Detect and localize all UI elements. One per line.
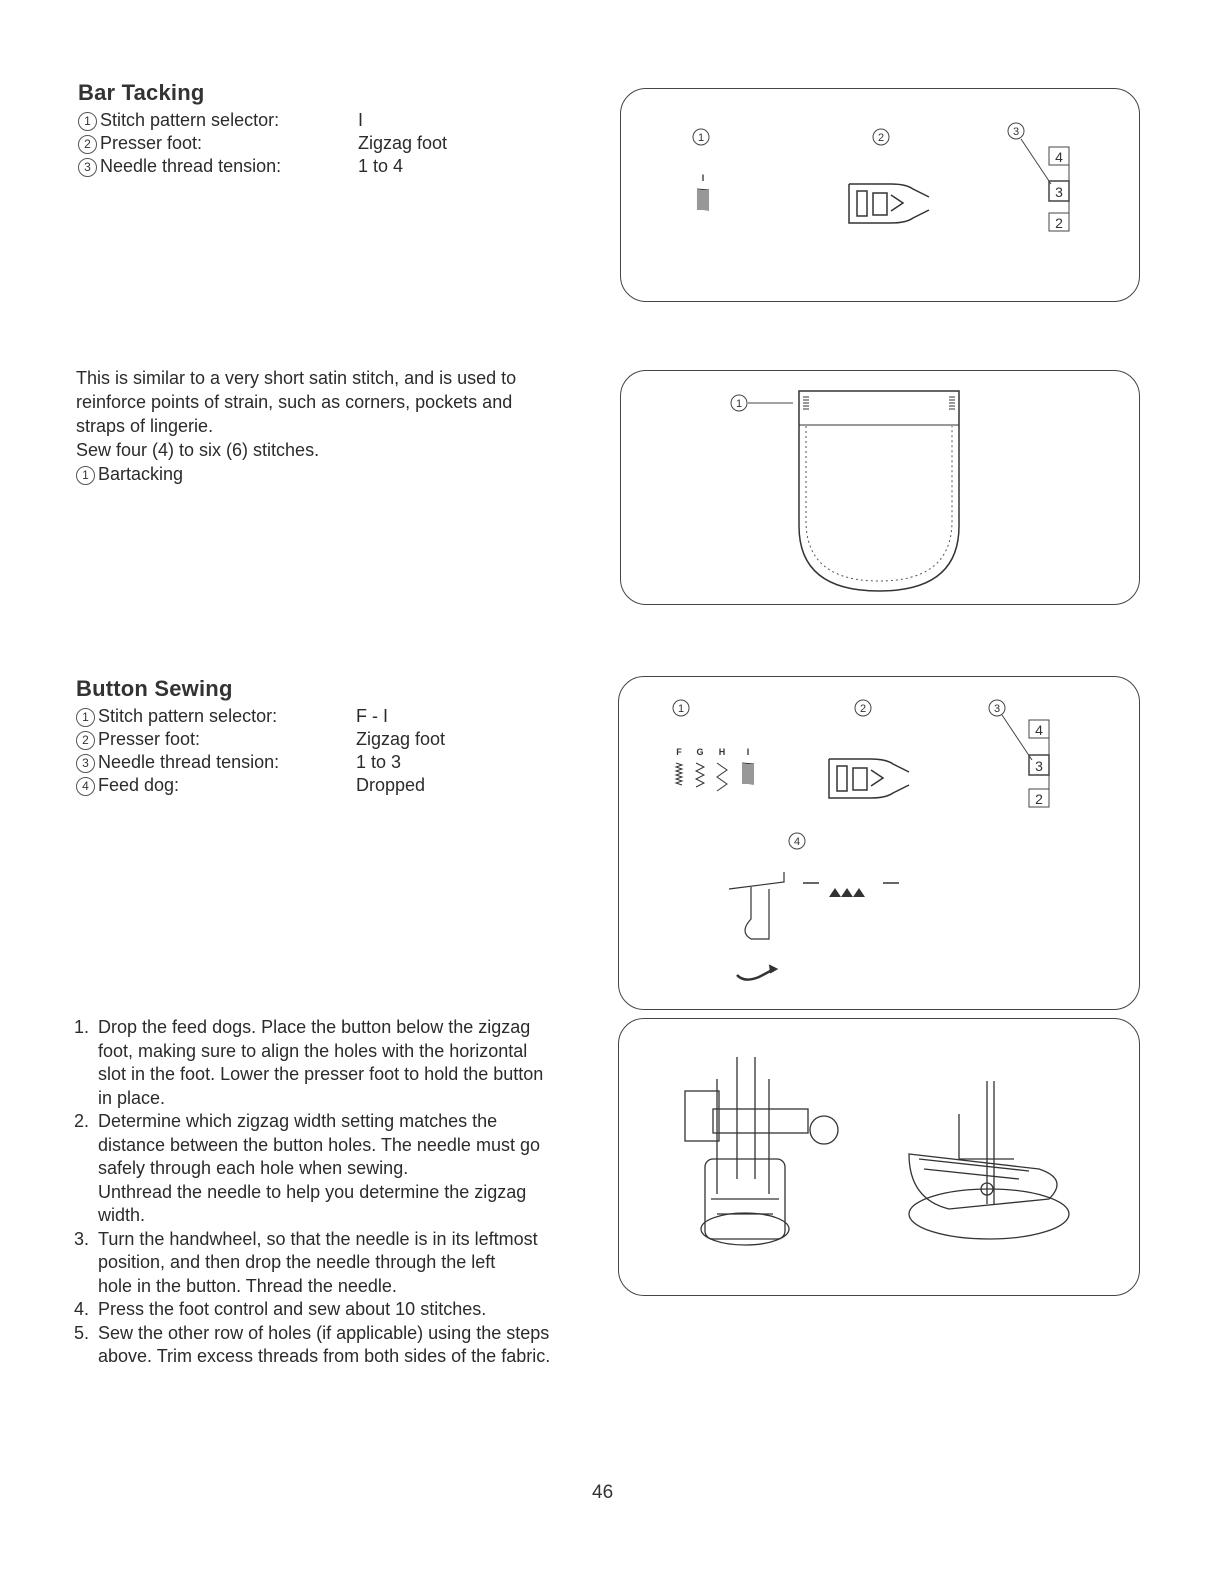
bartacking-callout-label [76,462,596,486]
spec-value: 1 to 4 [358,156,404,176]
description-line: Sew four (4) to six (6) stitches. [76,440,320,460]
bartack-mark [949,397,955,409]
spec-row [76,751,445,774]
step-item [74,1228,604,1299]
button-sewing-specs [76,705,445,797]
description-line: reinforce points of strain, such as corners, pockets and [76,392,513,412]
zigzag-foot-icon [829,759,909,798]
svg-text:3: 3 [993,703,1001,715]
callout-marker [855,700,871,716]
bar-tacking-settings-panel [620,88,1140,302]
callout-number: 3 [78,158,97,177]
step-number: 3. [74,1228,90,1249]
svg-text:2: 2 [877,132,885,144]
step-line: Press the foot control and sew about 10 stitches. [98,1299,487,1319]
step-number: 2. [74,1111,90,1131]
stitch-letter: I [701,173,705,183]
callout-number: 1 [76,708,95,727]
callout-number: 2 [76,731,95,750]
step-line: position, and then drop the needle through the left [98,1252,496,1272]
spec-value: I [358,110,364,130]
spec-row [78,132,447,155]
button-sewing-title: Button Sewing [76,676,233,701]
bar-tacking-description [76,366,596,486]
stitch-letter: F [676,747,682,757]
spec-row [76,705,445,728]
spec-row [78,109,447,132]
button-settings-illustration [619,677,1139,1009]
bar-tacking-specs [78,109,447,178]
svg-text:4: 4 [1035,722,1043,738]
spec-label: Feed dog: [98,775,180,795]
step-line: Determine which zigzag width setting matches the [98,1111,498,1131]
spec-row [76,774,445,797]
step-number: 4. [74,1299,90,1319]
step-line: above. Trim excess threads from both sides of the fabric. [98,1346,551,1366]
svg-text:3: 3 [1012,126,1020,138]
spec-value: Zigzag foot [358,133,448,153]
description-line: straps of lingerie. [76,416,214,436]
callout-marker [989,700,1005,716]
svg-text:4: 4 [1055,149,1063,165]
bartacking-pocket-panel [620,370,1140,605]
satin-stitch-icon [697,189,709,210]
callout-marker [693,129,709,145]
spec-value: 1 to 3 [356,752,402,772]
bartacking-label: Bartacking [98,464,184,484]
callout-number: 4 [76,777,95,796]
pocket-illustration [621,371,1139,604]
settings-illustration [621,89,1139,301]
svg-text:1: 1 [697,132,705,144]
button-sewing-steps [74,1016,604,1369]
spec-row [78,155,447,178]
spec-label: Needle thread tension: [100,156,282,176]
description-line: This is similar to a very short satin stitch, and is used to [76,368,517,388]
stitch-letter: G [696,747,704,757]
callout-number: 3 [76,754,95,773]
svg-text:1: 1 [677,703,685,715]
step-line: Turn the handwheel, so that the needle is in its leftmost [98,1228,538,1249]
spec-value: Dropped [356,775,426,795]
step-line: Drop the feed dogs. Place the button below the zigzag [98,1017,531,1037]
step-line: hole in the button. Thread the needle. [98,1275,397,1296]
spec-label: Presser foot: [100,133,203,153]
step-number: 1. [74,1017,90,1037]
svg-text:3: 3 [1035,758,1043,774]
stitch-letter: H [718,747,726,757]
step-line: slot in the foot. Lower the presser foot to hold the button [98,1064,544,1084]
spec-label: Stitch pattern selector: [98,706,278,726]
pocket-stitch-line [806,426,952,581]
step-item [74,1016,604,1110]
svg-text:3: 3 [1055,184,1063,200]
spec-row [76,728,445,751]
step-number: 5. [74,1322,90,1343]
step-line: in place. [98,1087,166,1108]
callout-number: 1 [78,112,97,131]
step-item [74,1110,604,1228]
step-line: foot, making sure to align the holes with the horizontal [98,1040,528,1061]
bar-tacking-title: Bar Tacking [78,80,205,105]
step-line: width. [98,1205,146,1225]
callout-number: 1 [76,466,95,485]
step-line: Sew the other row of holes (if applicable) using the steps [98,1322,550,1343]
spec-label: Stitch pattern selector: [100,110,280,130]
spec-value: F - I [356,706,388,726]
button-foot-illustration [619,1019,1139,1295]
spec-value: Zigzag foot [356,729,446,749]
step-line: Unthread the needle to help you determine the zigzag [98,1181,527,1202]
svg-text:2: 2 [859,703,867,715]
callout-marker [789,833,805,849]
zigzag-foot-icon [849,184,929,223]
tension-dial-icon [1002,715,1049,807]
svg-text:2: 2 [1035,791,1043,807]
svg-text:1: 1 [735,398,743,410]
svg-text:2: 2 [1055,215,1063,231]
feed-dog-dropped-icon [803,883,899,897]
needle-and-foot-side-view [909,1081,1069,1239]
pocket-outline [799,391,959,591]
step-line: safely through each hole when sewing. [98,1158,409,1178]
stitch-letter: I [746,747,750,757]
callout-marker [673,700,689,716]
button-under-foot-panel [618,1018,1140,1296]
feed-dog-lever-icon [729,872,784,980]
callout-marker [873,129,889,145]
spec-label: Presser foot: [98,729,201,749]
callout-marker [1008,123,1024,139]
callout-number: 2 [78,135,97,154]
step-item [74,1322,604,1369]
needle-and-foot-front-view [685,1057,838,1245]
step-line: distance between the button holes. The needle must go [98,1134,540,1155]
button-sewing-settings-panel [618,676,1140,1010]
callout-marker [731,395,747,411]
svg-text:4: 4 [793,836,801,848]
tension-dial-icon [1021,139,1069,231]
zigzag-stitch-icons [676,763,754,791]
spec-label: Needle thread tension: [98,752,280,772]
page-number: 46 [592,1482,614,1503]
step-item [74,1298,604,1322]
bartack-mark [803,397,809,409]
